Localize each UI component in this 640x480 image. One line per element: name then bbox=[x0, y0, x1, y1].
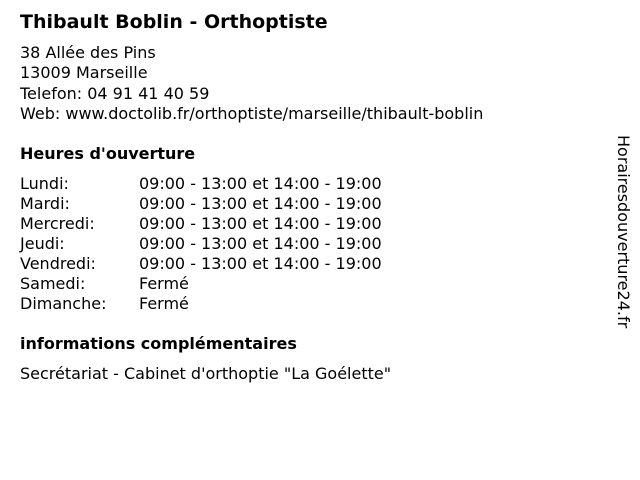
time-value: 09:00 - 13:00 et 14:00 - 19:00 bbox=[139, 174, 382, 193]
info-heading: informations complémentaires bbox=[20, 334, 297, 353]
hours-heading: Heures d'ouverture bbox=[20, 144, 196, 163]
time-value: 09:00 - 13:00 et 14:00 - 19:00 bbox=[139, 214, 382, 233]
time-value: 09:00 - 13:00 et 14:00 - 19:00 bbox=[139, 254, 382, 273]
website-link: Web: www.doctolib.fr/orthoptiste/marseille/thibault-boblin bbox=[20, 103, 484, 123]
day-label: Mercredi: bbox=[20, 214, 95, 233]
time-value: 09:00 - 13:00 et 14:00 - 19:00 bbox=[139, 194, 382, 213]
time-value: Fermé bbox=[139, 294, 189, 313]
address-block bbox=[20, 43, 483, 124]
site-watermark: Horairesdouverture24.fr bbox=[614, 135, 633, 329]
day-label: Dimanche: bbox=[20, 294, 107, 313]
day-label: Mardi: bbox=[20, 194, 70, 213]
info-text: Secrétariat - Cabinet d'orthoptie "La Goélette" bbox=[20, 364, 392, 383]
day-label: Vendredi: bbox=[20, 254, 96, 273]
address-city: 13009 Marseille bbox=[20, 63, 148, 83]
day-label: Lundi: bbox=[20, 174, 69, 193]
time-value: Fermé bbox=[139, 274, 189, 293]
time-value: 09:00 - 13:00 et 14:00 - 19:00 bbox=[139, 234, 382, 253]
address-street: 38 Allée des Pins bbox=[20, 43, 156, 62]
day-label: Samedi: bbox=[20, 274, 86, 293]
day-label: Jeudi: bbox=[20, 234, 65, 253]
page-title: Thibault Boblin - Orthoptiste bbox=[20, 11, 328, 33]
phone-number: Telefon: 04 91 41 40 59 bbox=[20, 83, 210, 103]
